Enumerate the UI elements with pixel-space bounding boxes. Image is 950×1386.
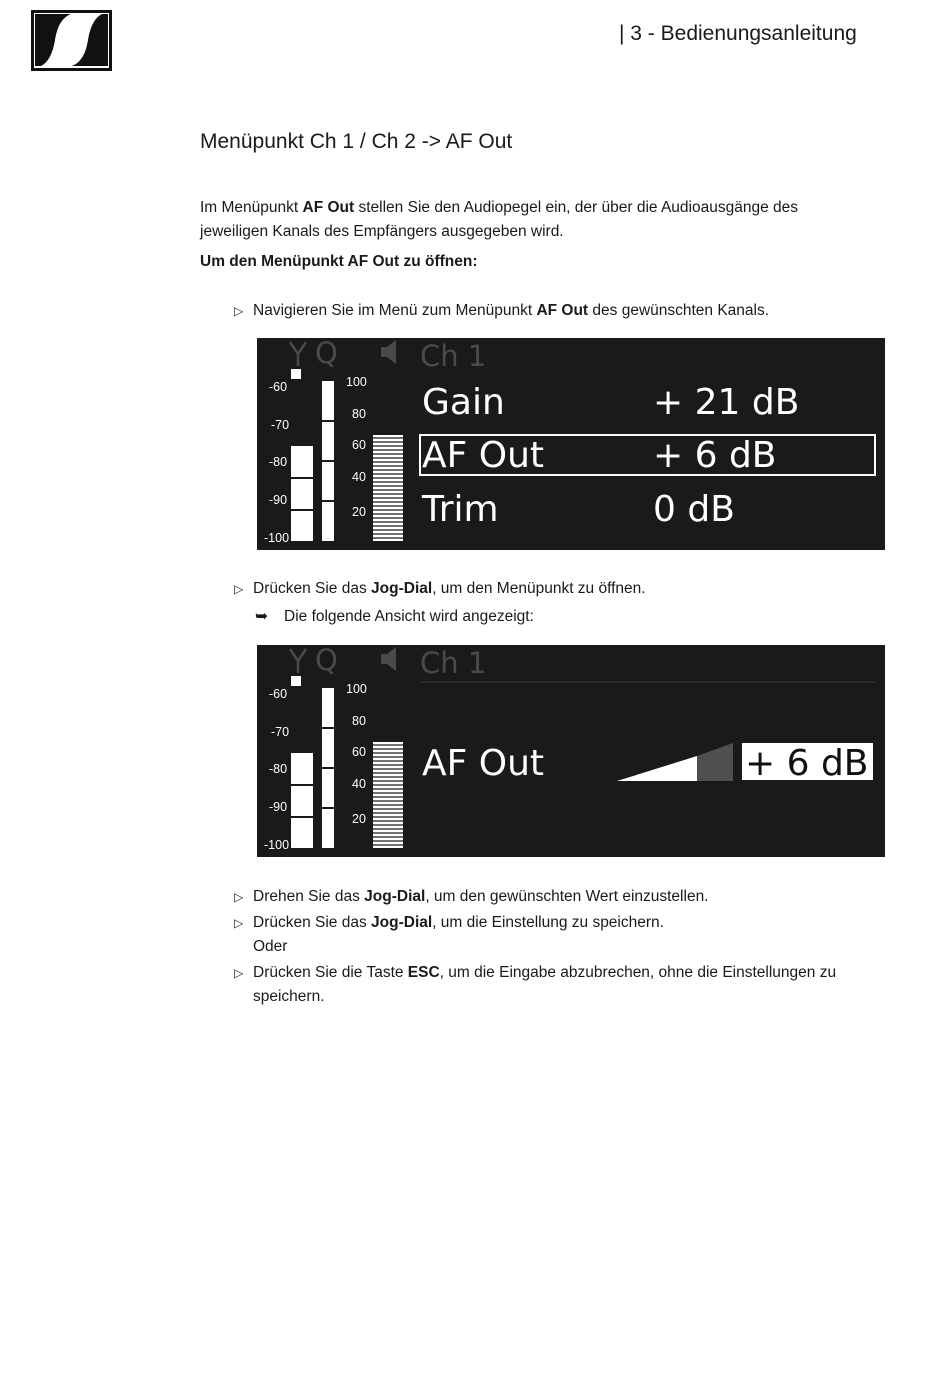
section-title: Menüpunkt Ch 1 / Ch 2 -> AF Out	[200, 130, 513, 153]
scale-tick: 40	[352, 777, 366, 791]
scale-tick: -100	[264, 838, 290, 852]
rf-level-bar	[291, 446, 313, 541]
antenna-icon	[290, 342, 306, 366]
menu-item-value: 0 dB	[653, 489, 735, 530]
af-peak-bar	[322, 688, 334, 848]
triangle-right-icon: ▷	[234, 304, 244, 318]
af-level-scale	[346, 375, 367, 519]
scale-tick: -80	[269, 762, 288, 776]
antenna-icon	[290, 649, 306, 673]
menu-item-label: Trim	[422, 489, 499, 530]
sennheiser-logo	[31, 10, 112, 71]
af-level-scale	[346, 682, 367, 826]
scale-tick: 100	[346, 682, 367, 696]
af-peak-bar	[322, 381, 334, 541]
rf-indicator	[291, 676, 301, 686]
channel-label: Ch 1	[420, 646, 487, 680]
rf-indicator	[291, 369, 301, 379]
scale-tick: 20	[352, 812, 366, 826]
menu-item-gain	[422, 382, 799, 423]
level-ramp-icon	[617, 743, 733, 781]
scale-tick: -70	[271, 418, 290, 432]
scale-tick: 60	[352, 745, 366, 759]
rf-level-bar	[291, 753, 313, 848]
triangle-right-icon: ▷	[234, 582, 244, 596]
device-display-edit	[257, 645, 885, 857]
menu-item-trim	[421, 489, 735, 530]
device-display-menu	[257, 338, 885, 550]
af-level-meter	[373, 435, 403, 541]
scale-tick: 100	[346, 375, 367, 389]
speaker-icon	[381, 647, 396, 671]
subheading: Um den Menüpunkt AF Out zu öffnen:	[200, 253, 478, 270]
channel-label: Ch 1	[420, 339, 487, 373]
menu-item-value: + 21 dB	[653, 382, 800, 423]
rf-level-scale	[264, 687, 289, 852]
scale-tick: 40	[352, 470, 366, 484]
oder-text: Oder	[253, 938, 288, 955]
edit-label: AF Out	[422, 743, 545, 784]
rf-level-scale	[264, 380, 289, 545]
arrow-right-icon: ➥	[255, 608, 268, 625]
speaker-icon	[381, 340, 396, 364]
scale-tick: -80	[269, 455, 288, 469]
menu-item-label: AF Out	[422, 435, 545, 476]
menu-item-value: + 6 dB	[653, 435, 777, 476]
intro-paragraph: Im Menüpunkt AF Out stellen Sie den Audiopegel ein, der über die Audioausgänge des jeweiligen Kanals des Empfängers ausgegeben wird.	[200, 199, 799, 240]
triangle-right-icon: ▷	[234, 916, 244, 930]
menu-item-label: Gain	[422, 382, 505, 423]
triangle-right-icon: ▷	[234, 890, 244, 904]
scale-tick: 20	[352, 505, 366, 519]
quality-q-icon: Q	[315, 645, 338, 677]
af-level-meter	[373, 742, 403, 848]
scale-tick: -60	[269, 687, 288, 701]
scale-tick: -60	[269, 380, 288, 394]
menu-item-af-out	[422, 435, 777, 476]
triangle-right-icon: ▷	[234, 966, 244, 980]
scale-tick: -90	[269, 800, 288, 814]
scale-tick: 80	[352, 407, 366, 421]
scale-tick: -100	[264, 531, 290, 545]
scale-tick: -90	[269, 493, 288, 507]
scale-tick: -70	[271, 725, 290, 739]
quality-q-icon: Q	[315, 338, 338, 370]
header-title: | 3 - Bedienungsanleitung	[619, 22, 857, 45]
edit-value: + 6 dB	[745, 743, 869, 784]
scale-tick: 80	[352, 714, 366, 728]
scale-tick: 60	[352, 438, 366, 452]
